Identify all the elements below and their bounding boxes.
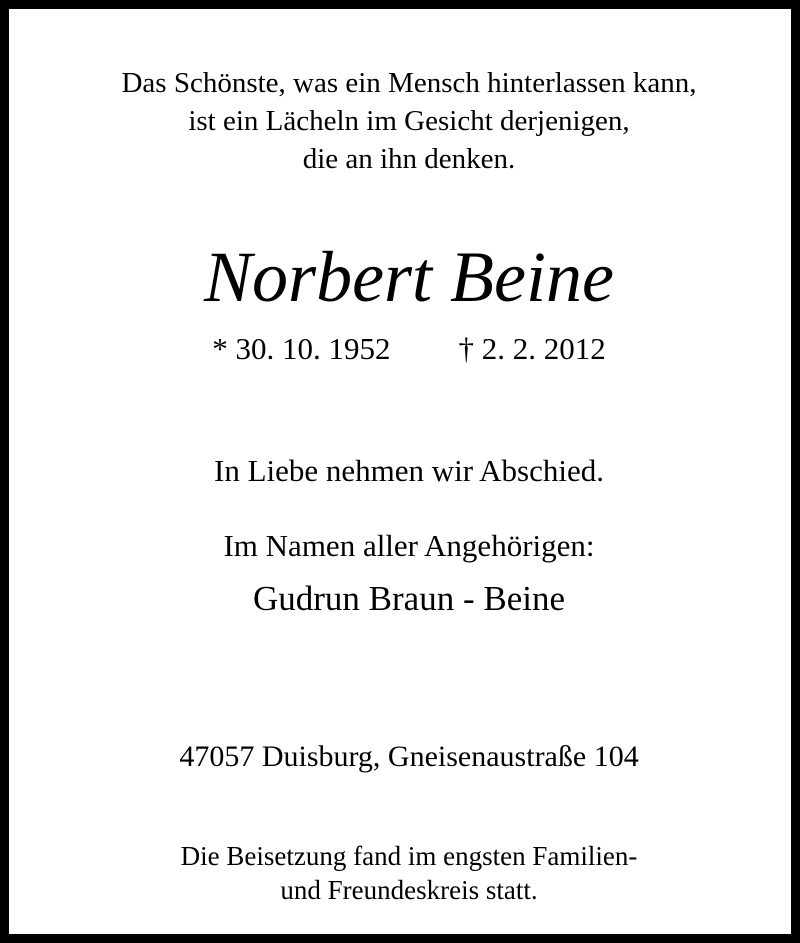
burial-line-1: Die Beisetzung fand im engsten Familien- [180,841,638,871]
farewell-text: In Liebe nehmen wir Abschied. [214,453,604,488]
quote-line-1: Das Schönste, was ein Mensch hinterlassen kann, [121,67,697,99]
burial-line-2: und Freundeskreis statt. [280,875,538,905]
quote-line-3: die an ihn denken. [302,143,516,175]
death-date: † 2. 2. 2012 [458,331,606,366]
signer-name: Gudrun Braun - Beine [252,579,565,618]
life-dates [9,333,800,364]
address-text: 47057 Duisburg, Gneisenaustraße 104 [179,740,639,773]
quote-line-2: ist ein Lächeln im Gesicht derjenigen, [188,105,630,137]
on-behalf-text: Im Namen aller Angehörigen: [223,528,595,563]
deceased-name: Norbert Beine [204,237,614,317]
birth-date: * 30. 10. 1952 [212,331,391,366]
